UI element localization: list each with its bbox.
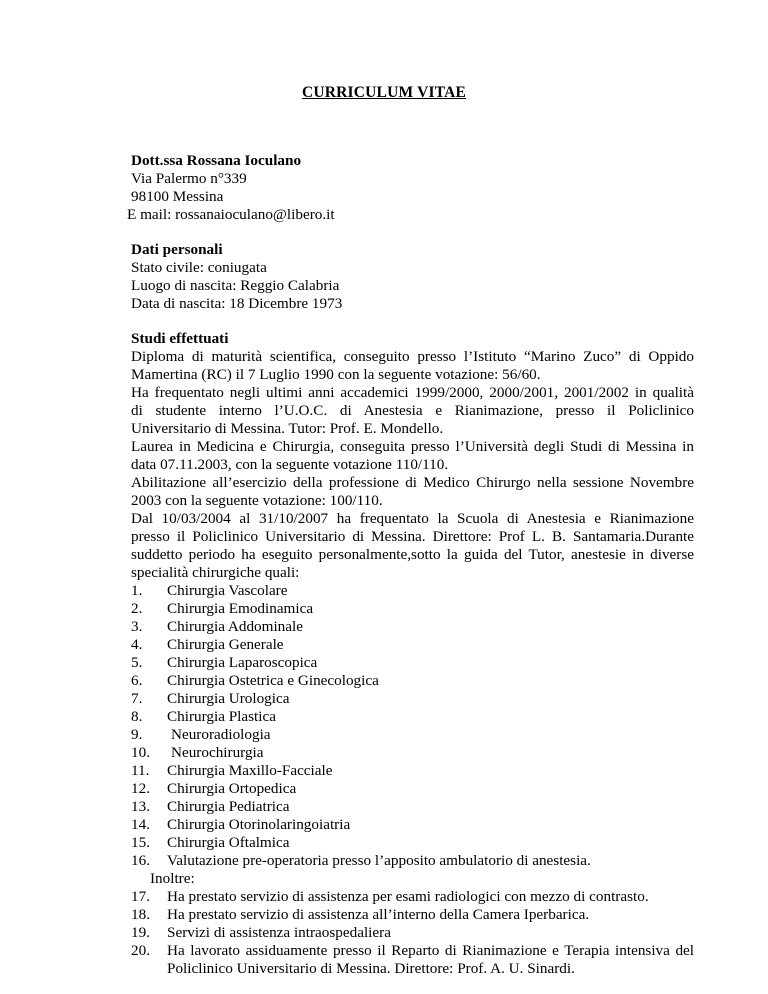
list-item-text: Ha prestato servizio di assistenza all’interno della Camera Iperbarica. (167, 906, 590, 923)
studies-heading: Studi effettuati (131, 330, 229, 347)
list-item (131, 636, 284, 654)
list-item-number: 16. (131, 852, 150, 869)
list-item-number: 10. (131, 744, 150, 761)
list-item-number: 17. (131, 888, 150, 905)
list-item-text: Chirurgia Ostetrica e Ginecologica (167, 672, 379, 689)
list-item-text: Ha lavorato assiduamente presso il Reparto di Rianimazione e Terapia intensiva del (167, 942, 694, 959)
list-item (131, 834, 289, 852)
list-item-text: Chirurgia Emodinamica (167, 600, 314, 617)
list-item-number: 12. (131, 780, 150, 797)
personal-line: Data di nascita: 18 Dicembre 1973 (131, 295, 343, 312)
studies-paragraph-line: Dal 10/03/2004 al 31/10/2007 ha frequentato la Scuola di Anestesia e Rianimazione (131, 510, 694, 527)
list-item (131, 888, 649, 906)
list-item-continuation: Policlinico Universitario di Messina. Direttore: Prof. A. U. Sinardi. (167, 960, 575, 977)
studies-paragraph-line: Abilitazione all’esercizio della professione di Medico Chirurgo nella sessione Novembre (131, 474, 694, 491)
list-item-text: Servizi di assistenza intraospedaliera (167, 924, 391, 941)
contact-name: Dott.ssa Rossana Ioculano (131, 152, 302, 169)
list-item-number: 11. (131, 762, 150, 779)
list-item-text: Chirurgia Addominale (167, 618, 303, 635)
list-item (131, 726, 271, 744)
studies-paragraph-line: di studente interno l’U.O.C. di Anestesia e Rianimazione, presso il Policlinico (131, 402, 694, 419)
list-item (131, 690, 289, 708)
list-item-text: Chirurgia Maxillo-Facciale (167, 762, 333, 779)
list-item-number: 7. (131, 690, 143, 707)
list-item-number: 15. (131, 834, 150, 851)
list-item (131, 852, 591, 870)
contact-street: Via Palermo n°339 (131, 170, 247, 187)
inoltre-label: Inoltre: (150, 870, 195, 887)
list-item (131, 582, 287, 600)
list-item (131, 924, 391, 942)
list-item (131, 906, 589, 924)
list-item (131, 672, 379, 690)
studies-paragraph-line: specialità chirurgiche quali: (131, 564, 300, 581)
list-item-text: Chirurgia Vascolare (167, 582, 288, 599)
list-item (131, 600, 313, 618)
document-title: CURRICULUM VITAE (301, 84, 467, 101)
list-item (131, 618, 303, 636)
list-item-text: Chirurgia Laparoscopica (167, 654, 318, 671)
studies-paragraph-line: data 07.11.2003, con la seguente votazione 110/110. (131, 456, 449, 473)
list-item (131, 780, 296, 798)
list-item-number: 20. (131, 942, 150, 959)
list-item (131, 708, 276, 726)
list-item-number: 6. (131, 672, 143, 689)
list-item-number: 4. (131, 636, 143, 653)
list-item-number: 2. (131, 600, 143, 617)
studies-paragraph-line: Mamertina (RC) il 7 Luglio 1990 con la seguente votazione: 56/60. (131, 366, 541, 383)
list-item-text: Chirurgia Otorinolaringoiatria (167, 816, 351, 833)
list-item-text: Chirurgia Plastica (167, 708, 276, 725)
list-item (131, 654, 317, 672)
list-item-number: 19. (131, 924, 150, 941)
list-item-number: 1. (131, 582, 143, 599)
list-item-number: 9. (131, 726, 143, 743)
list-item-text: Chirurgia Generale (167, 636, 284, 653)
list-item-number: 8. (131, 708, 143, 725)
studies-paragraph-line: Universitario di Messina. Tutor: Prof. E. Mondello. (131, 420, 444, 437)
list-item-text: Chirurgia Ortopedica (167, 780, 297, 797)
list-item-text: Neuroradiologia (171, 726, 271, 743)
list-item-number: 5. (131, 654, 143, 671)
studies-paragraph-line: Diploma di maturità scientifica, conseguito presso l’Istituto “Marino Zuco” di Oppido (131, 348, 694, 365)
studies-paragraph-line: Ha frequentato negli ultimi anni accademici 1999/2000, 2000/2001, 2001/2002 in qualità (131, 384, 694, 401)
personal-line: Stato civile: coniugata (131, 259, 267, 276)
list-item-text: Ha prestato servizio di assistenza per esami radiologici con mezzo di contrasto. (167, 888, 649, 905)
list-item (131, 762, 332, 780)
studies-paragraph-line: 2003 con la seguente votazione: 100/110. (131, 492, 383, 509)
studies-paragraph-line: Laurea in Medicina e Chirurgia, conseguita presso l’Università degli Studi di Messina in (131, 438, 694, 455)
list-item (131, 942, 694, 960)
personal-heading: Dati personali (131, 241, 223, 258)
list-item (131, 816, 350, 834)
list-item-number: 18. (131, 906, 150, 923)
list-item (131, 744, 264, 762)
list-item-text: Valutazione pre-operatoria presso l’apposito ambulatorio di anestesia. (167, 852, 591, 869)
list-item-text: Chirurgia Pediatrica (167, 798, 290, 815)
list-item-text: Chirurgia Oftalmica (167, 834, 290, 851)
personal-line: Luogo di nascita: Reggio Calabria (131, 277, 340, 294)
contact-city: 98100 Messina (131, 188, 224, 205)
studies-paragraph-line: suddetto periodo ha eseguito personalmente,sotto la guida del Tutor, anestesie in diverse (131, 546, 694, 563)
list-item-text: Neurochirurgia (171, 744, 264, 761)
list-item-number: 13. (131, 798, 150, 815)
contact-email: E mail: rossanaioculano@libero.it (127, 206, 335, 223)
list-item-text: Chirurgia Urologica (167, 690, 290, 707)
list-item-number: 3. (131, 618, 143, 635)
list-item-number: 14. (131, 816, 150, 833)
studies-paragraph-line: presso il Policlinico Universitario di Messina. Direttore: Prof L. B. Santamaria.Durante (131, 528, 694, 545)
list-item (131, 798, 289, 816)
